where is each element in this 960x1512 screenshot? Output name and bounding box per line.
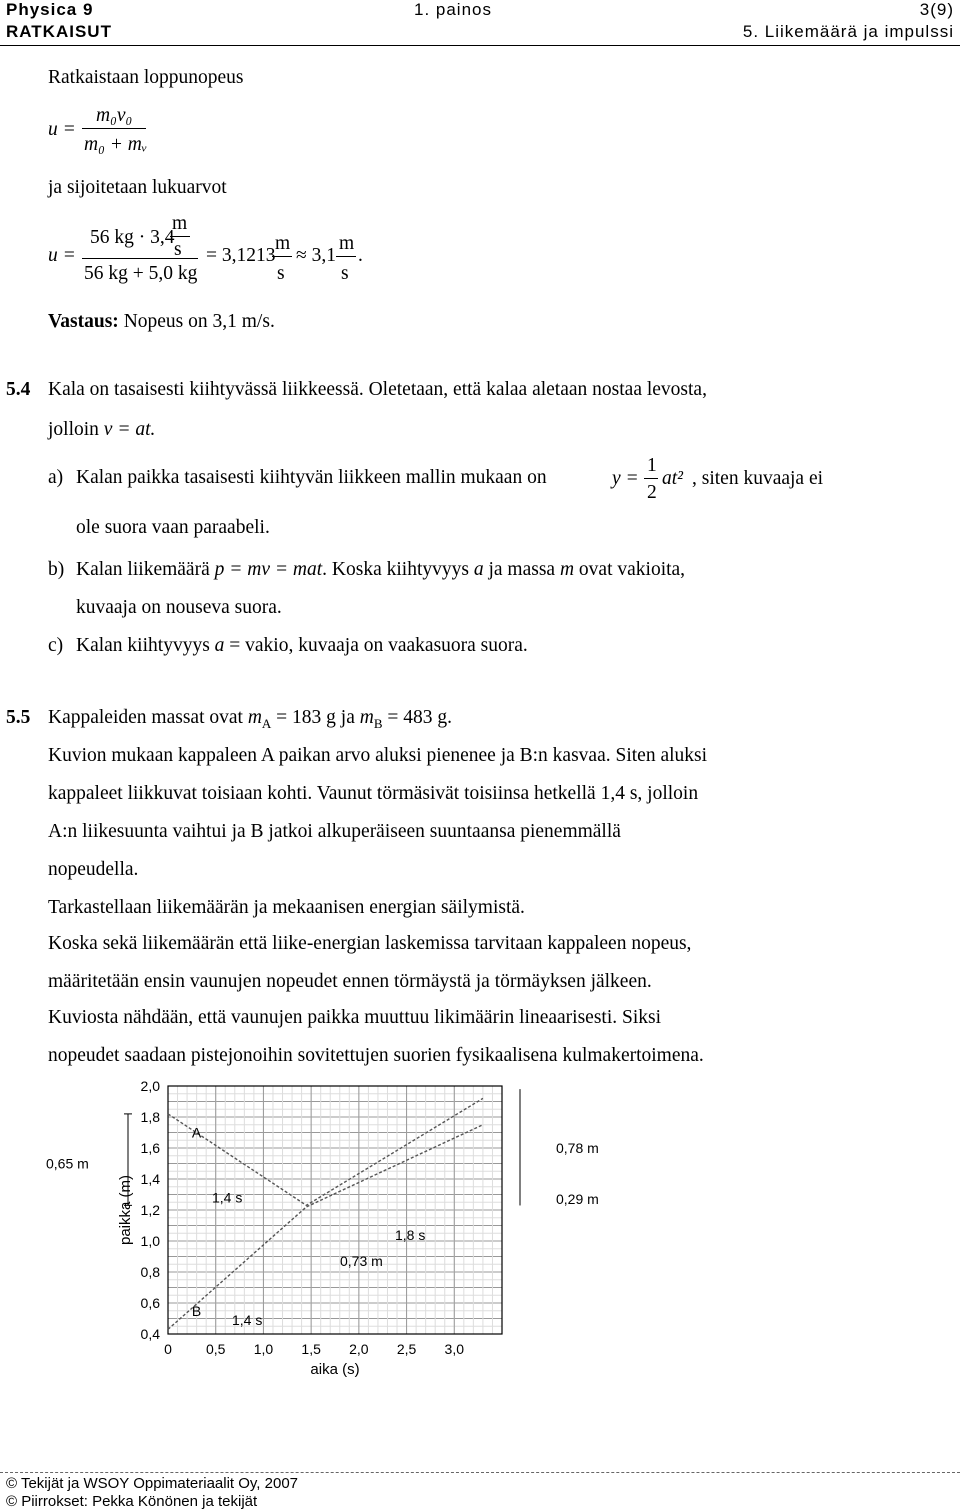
part-b-text5: kuvaaja on nouseva suora. xyxy=(76,597,282,618)
line2-text: jolloin xyxy=(48,419,99,440)
y-tick-label: 2,0 xyxy=(140,1078,160,1094)
y-tick-label: 1,6 xyxy=(140,1140,160,1156)
b-a: a xyxy=(473,559,484,580)
y-tick-label: 1,4 xyxy=(140,1171,160,1187)
answer-label: Vastaus: xyxy=(48,311,119,332)
b-text-2: . Koska kiihtyvyys xyxy=(322,559,469,580)
footer-copyright-1: © Tekijät ja WSOY Oppimateriaalit Oy, 2007 xyxy=(6,1475,299,1492)
p3-line2: määritetään ensin vaunujen nopeudet ennen törmäystä ja törmäyksen jälkeen. xyxy=(48,971,652,992)
part-c-label: c) xyxy=(48,635,64,656)
x-tick-label: 2,5 xyxy=(396,1341,417,1357)
page-header xyxy=(6,0,954,44)
answer xyxy=(48,310,275,334)
substitution-text: ja sijoitetaan lukuarvot xyxy=(48,177,227,198)
eq2-main-bar xyxy=(82,258,198,259)
problem-5-4-number: 5.4 xyxy=(6,379,31,400)
page-number: 3(9) xyxy=(919,0,954,19)
p2: Tarkastellaan liikemäärän ja mekaanisen energian säilymistä. xyxy=(48,897,525,918)
eq2-denominator: 56 kg + 5,0 kg xyxy=(84,263,198,284)
eq2-r-unit-bar xyxy=(272,256,292,257)
eq2-r-unit-bottom: s xyxy=(277,263,285,284)
intro-text: Ratkaistaan loppunopeus xyxy=(48,67,244,88)
eq2-num-unit-bottom: s xyxy=(174,239,182,260)
part-a-eq-rhs: at² xyxy=(662,468,684,489)
eq2-numerator: 56 kg · 3,4 xyxy=(90,227,175,248)
answer-text: Nopeus on 3,1 m/s. xyxy=(123,311,275,332)
mass-a-sub: A xyxy=(261,715,272,731)
footer-rule xyxy=(0,1472,960,1473)
annotation-a-time: 1,4 s xyxy=(212,1189,243,1206)
mass-b-symbol: m xyxy=(359,707,374,728)
header-rule xyxy=(0,45,960,46)
p1-line2: kappaleet liikkuvat toisiaan kohti. Vaunut törmäsivät toisiinsa hetkellä 1,4 s, jolloin xyxy=(48,783,699,804)
problem-5-5-line1 xyxy=(48,706,452,736)
y-axis-label: paikka (m) xyxy=(117,1174,134,1246)
eq2-end: . xyxy=(358,245,363,266)
series-label-B: B xyxy=(191,1302,202,1319)
problem-5-4-line2 xyxy=(48,418,155,442)
x-tick-label: 0 xyxy=(164,1341,172,1357)
y-tick-label: 0,6 xyxy=(140,1295,160,1311)
part-a-text2: ole suora vaan paraabeli. xyxy=(76,517,270,538)
mass-a-symbol: m xyxy=(247,707,262,728)
series-label-A: A xyxy=(191,1124,202,1141)
masses-mid: = 183 g ja xyxy=(271,707,360,728)
footer-copyright-2: © Piirrokset: Pekka Könönen ja tekijät xyxy=(6,1493,258,1510)
book-title: Physica 9 xyxy=(6,0,94,19)
edition: 1. painos xyxy=(414,0,492,19)
part-b-text xyxy=(76,558,685,582)
section-right: 5. Liikemäärä ja impulssi xyxy=(742,22,954,41)
x-tick-label: 1,0 xyxy=(253,1341,274,1357)
annotation-after-time: 1,8 s xyxy=(395,1226,426,1243)
part-a-label: a) xyxy=(48,467,64,488)
problem-5-4-line1: Kala on tasaisesti kiihtyvässä liikkeessä. Oletetaan, että kalaa aletaan nostaa levosta, xyxy=(48,379,707,400)
masses-post: = 483 g. xyxy=(382,707,453,728)
y-tick-label: 1,2 xyxy=(140,1202,160,1218)
annotation-a-rise: 0,78 m xyxy=(556,1140,599,1156)
line2-equation: v = at. xyxy=(103,419,156,440)
annotation-b-rise-before: 0,73 m xyxy=(340,1253,383,1270)
part-a-text: Kalan paikka tasaisesti kiihtyvän liikkeen mallin mukaan on xyxy=(76,467,547,488)
x-axis-label: aika (s) xyxy=(310,1361,360,1378)
part-b-label: b) xyxy=(48,559,65,580)
c-text-1: Kalan kiihtyvyys xyxy=(76,635,210,656)
part-c-text xyxy=(76,634,528,658)
eq2-num-unit-bar xyxy=(170,236,190,237)
b-equation: p = mv = mat xyxy=(214,559,323,580)
x-tick-label: 3,0 xyxy=(444,1341,465,1357)
chart-grid xyxy=(168,1086,502,1334)
eq2-num-unit-top: m xyxy=(172,213,188,234)
b-text-1: Kalan liikemäärä xyxy=(76,559,210,580)
y-tick-label: 0,8 xyxy=(140,1264,160,1280)
b-m: m xyxy=(559,559,575,580)
eq2-lhs: u = xyxy=(48,245,76,266)
y-tick-label: 1,0 xyxy=(140,1233,160,1249)
y-tick-label: 0,4 xyxy=(140,1326,160,1342)
p1-line3: A:n liikesuunta vaihtui ja B jatkoi alkuperäiseen suuntaansa pienemmällä xyxy=(48,821,621,842)
eq2-r-unit-top: m xyxy=(275,233,291,254)
eq1-lhs: u = xyxy=(48,119,76,140)
annotation-b-time: 1,4 s xyxy=(232,1312,263,1329)
x-tick-label: 0,5 xyxy=(205,1341,226,1357)
p4-line1: Kuviosta nähdään, että vaunujen paikka muuttuu likimäärin lineaarisesti. Siksi xyxy=(48,1007,662,1028)
p4-line2: nopeudet saadaan pistejonoihin sovitettujen suorien fysikaalisena kulmakertoimena. xyxy=(48,1045,704,1066)
c-text-2: = vakio, kuvaaja on vaakasuora suora. xyxy=(229,635,528,656)
eq2-approx: ≈ 3,1 xyxy=(296,245,336,266)
p1-line1: Kuvion mukaan kappaleen A paikan arvo aluksi pienenee ja B:n kasvaa. Siten aluksi xyxy=(48,745,708,766)
eq1-numerator: m₀v₀ xyxy=(96,105,133,126)
part-a-eq-num: 1 xyxy=(647,455,657,476)
part-a-eq-bar xyxy=(644,478,658,479)
p1-line4: nopeudella. xyxy=(48,859,139,880)
annotation-a-drop: 0,65 m xyxy=(46,1155,89,1172)
section-left: RATKAISUT xyxy=(6,22,112,41)
p3-line1: Koska sekä liikemäärän että liike-energian laskemissa tarvitaan kappaleen nopeus, xyxy=(48,933,692,954)
masses-pre: Kappaleiden massat ovat xyxy=(48,707,243,728)
eq2-a-unit-bottom: s xyxy=(341,263,349,284)
eq2-result: = 3,1213 xyxy=(206,245,276,266)
eq2-a-unit-bar xyxy=(336,256,356,257)
eq1-denominator: m₀ + mᵥ xyxy=(84,134,148,155)
problem-5-5-number: 5.5 xyxy=(6,707,31,728)
part-a-tail: , siten kuvaaja ei xyxy=(692,468,824,489)
annotation-b-rise: 0,29 m xyxy=(556,1191,599,1208)
position-time-chart xyxy=(0,1074,960,1384)
c-a: a xyxy=(214,635,225,656)
part-a-eq-den: 2 xyxy=(647,482,657,503)
y-tick-label: 1,8 xyxy=(140,1109,160,1125)
part-a-eq-lhs: y = xyxy=(612,468,639,489)
b-text-3: ja massa xyxy=(488,559,556,580)
mass-b-sub: B xyxy=(373,715,383,731)
x-tick-label: 2,0 xyxy=(349,1341,369,1357)
b-text-4: ovat vakioita, xyxy=(578,559,686,580)
eq2-a-unit-top: m xyxy=(339,233,355,254)
eq1-bar xyxy=(82,128,146,129)
x-tick-label: 1,5 xyxy=(301,1341,321,1357)
